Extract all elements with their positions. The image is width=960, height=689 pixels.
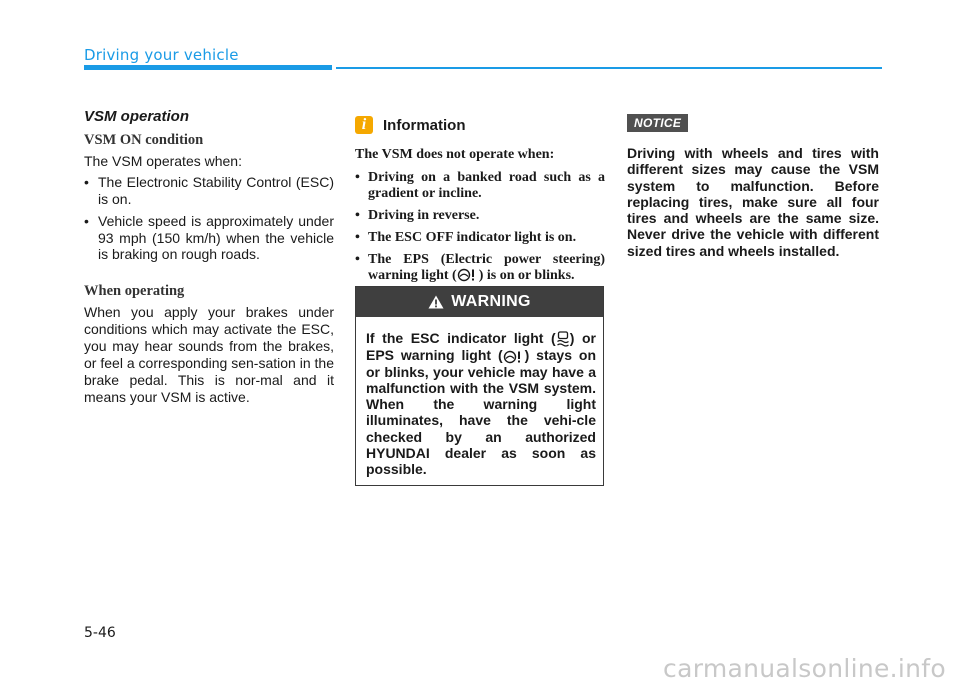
warning-box [355,286,604,486]
notice-box [627,114,879,259]
info-icon: i [355,116,373,134]
esc-indicator-icon [556,331,570,347]
list-item: • Vehicle speed is approximately under 93 mph (150 km/h) when the vehicle is braking on rough roads. [84,213,334,263]
list-item: • Driving on a banked road such as a gradient or incline. [355,170,605,202]
list-item: • The ESC OFF indicator light is on. [355,230,605,246]
header-rule-thin [336,67,882,69]
notice-text: Driving with wheels and tires with different sizes may cause the VSM system to malfunction. Before replacing tires, make sure all four tires and wheels are the same size. Never drive the vehicle with different sized tires and wheels installed. [627,145,879,259]
list-item-eps [355,252,605,284]
eps-warning-light-icon [503,350,525,364]
information-title: Information [383,116,466,134]
section-title: Driving your vehicle [84,46,239,64]
warning-title: WARNING [451,293,531,310]
information-header [355,115,605,135]
information-list [355,170,605,284]
eps-item-text-after: ) is on or blinks. [478,267,575,283]
vsm-on-list [84,174,334,263]
when-operating-text: When you apply your brakes under conditions which may activate the ESC, you may hear sounds from the brakes, or feel a corresponding sen-sation in the brake pedal. This is nor-mal and it means your VSM is active. [84,303,334,405]
warning-triangle-icon [428,295,444,309]
column-vsm-operation [84,108,334,406]
information-intro: The VSM does not operate when: [355,147,555,162]
when-operating-heading: When operating [84,282,185,299]
information-box [355,115,605,290]
list-item: • The Electronic Stability Control (ESC) is on. [84,174,334,207]
warning-header [356,287,603,317]
warning-text [356,317,603,478]
notice-label: NOTICE [627,114,688,132]
page-number: 5-46 [84,625,116,641]
eps-item-text-before: The EPS (Electric power steering) warning light ( [368,251,605,283]
eps-warning-light-icon [457,268,479,282]
list-item: • Driving in reverse. [355,208,605,224]
vsm-on-condition-heading: VSM ON condition [84,132,204,148]
warning-text-part-1: If the ESC indicator light ( [366,330,556,346]
warning-text-part-3: ) stays on or blinks, your vehicle may have a malfunction with the VSM system. When the warning light illuminates, have the vehi-cle checked by an authorized HYUNDAI dealer as soon as possible. [366,347,596,478]
vsm-operation-heading: VSM operation [84,108,190,125]
vsm-on-intro: The VSM operates when: [84,153,242,169]
header-rule-thick [84,65,332,70]
warning-text-part-2: ) or EPS warning light ( [366,330,596,364]
watermark: carmanualsonline.info [663,654,946,683]
